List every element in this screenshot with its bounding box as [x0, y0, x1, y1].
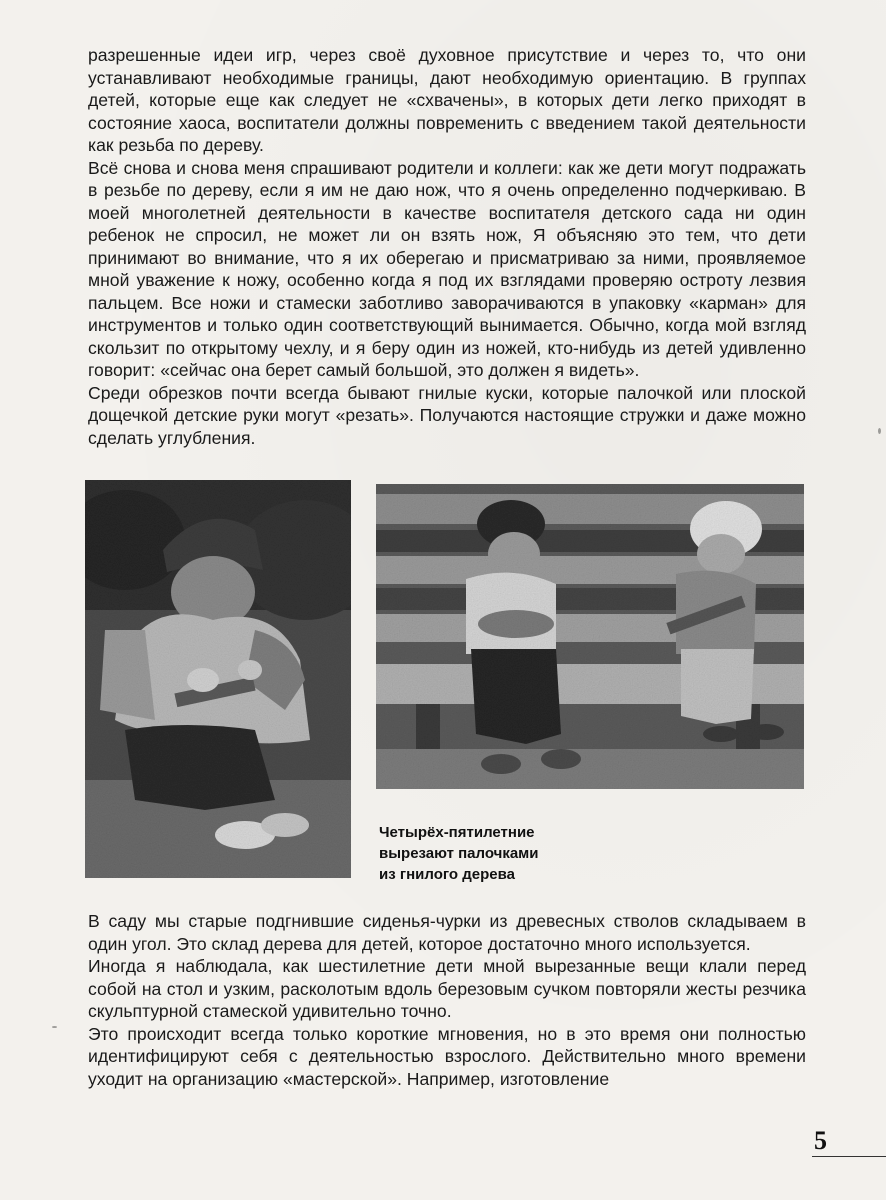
photo-children-on-bench	[376, 484, 804, 789]
paragraph-2: Всё снова и снова меня спрашивают родители и коллеги: как же дети могут подражать в резьбе по дереву, если я им не даю нож, что я очень определенно подчеркиваю. В моей многолетней деятельности в качестве воспитателя детского сада ни один ребенок не спросил, не может ли он взять нож, Я объясняю это тем, что дети принимают во внимание, что я их оберегаю и присматриваю за ними, проявляемое мной уважение к ножу, особенно когда я под их взглядами проверяю остроту лезвия пальцем. Все ножи и стамески заботливо заворачиваются в упаковку «карман» для инструментов и только один соответствующий вынимается. Обычно, когда мой взгляд скользит по открытому чехлу, и я беру один из ножей, кто-нибудь из детей удивленно говорит: «сейчас она берет самый большой, это должен я видеть».	[88, 157, 806, 380]
paragraph-6: Это происходит всегда только короткие мгновения, но в это время они полностью идентифицируют себя с деятельностью взрослого. Действительно много времени уходит на организацию «мастерской». Например, изготовление	[88, 1023, 806, 1089]
paragraph-1: разрешенные идеи игр, через своё духовное присутствие и через то, что они устанавливают необходимые границы, дают необходимую ориентацию. В группах детей, которые еще как следует не «схвачены», в которых дети легко приходят в состояние хаоса, воспитатели должны повременить с введением такой деятельности как резьба по дереву.	[88, 45, 806, 155]
photo-child-carving-image	[85, 480, 351, 878]
scan-speck	[52, 1026, 57, 1028]
top-text-block	[88, 44, 806, 449]
page-number-rule	[812, 1156, 886, 1157]
photo-children-on-bench-image	[376, 484, 804, 789]
scan-speck	[878, 428, 881, 434]
paragraph-5: Иногда я наблюдала, как шестилетние дети мной вырезанные вещи клали перед собой на стол и узким, расколотым вдоль березовым сучком повторяли жесты резчика скульптурной стамеской удивительно точно.	[88, 956, 806, 1021]
photo-caption	[379, 822, 599, 885]
paragraph-4: В саду мы старые подгнившие сиденья-чурки из древесных стволов складываем в один угол. Это склад дерева для детей, которое достаточно много используется.	[88, 911, 806, 954]
caption-line-2: вырезают палочками	[379, 845, 539, 862]
paragraph-3: Среди обрезков почти всегда бывают гнилые куски, которые палочкой или плоской дощечкой детские руки могут «резать». Получаются настоящие стружки и даже можно сделать углубления.	[88, 382, 806, 448]
caption-line-3: из гнилого дерева	[379, 866, 515, 883]
photo-child-carving	[85, 480, 351, 878]
page-number: 5	[814, 1126, 827, 1155]
caption-line-1: Четырёх-пятилетние	[379, 824, 535, 841]
bottom-text-block	[88, 910, 806, 1090]
